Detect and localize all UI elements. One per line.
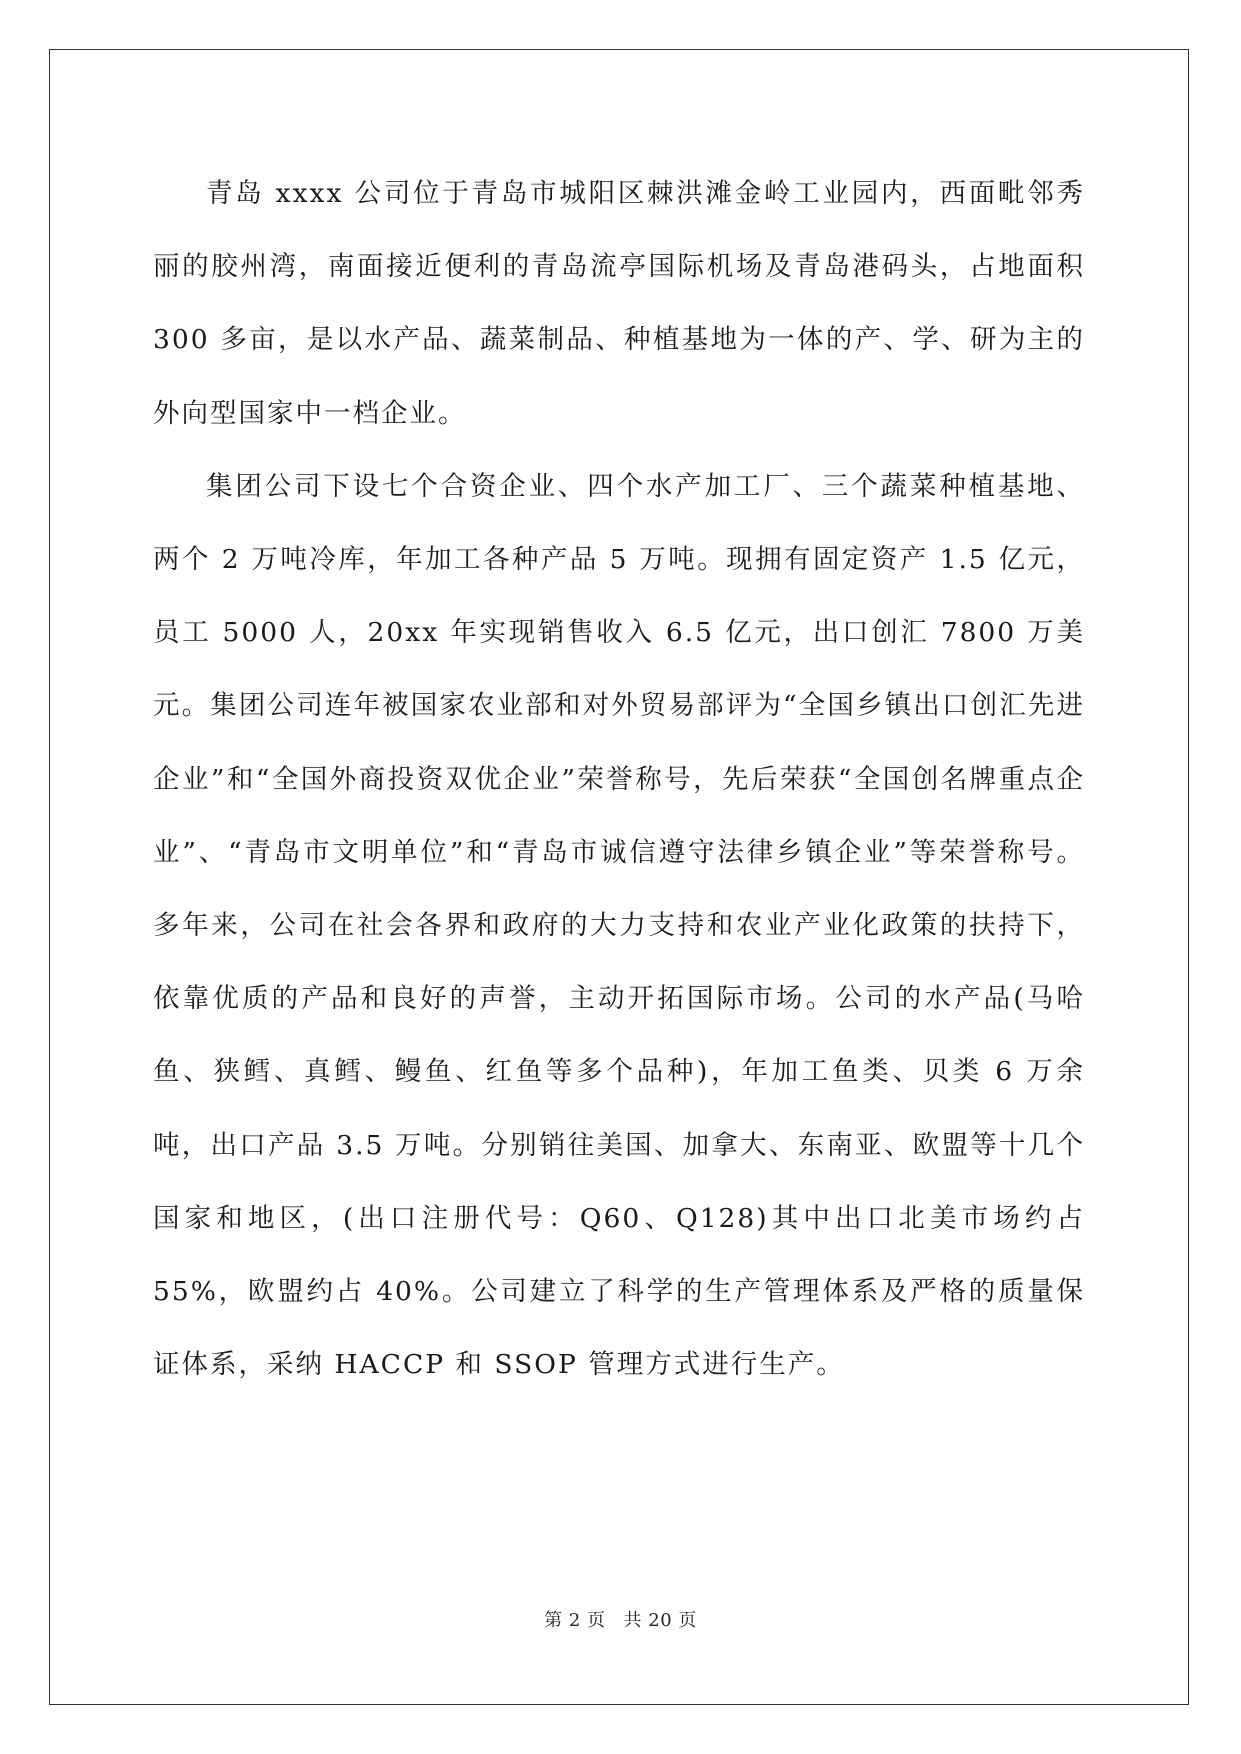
page-footer (0, 1608, 1241, 1634)
page-total: 共 20 页 (623, 1610, 697, 1631)
paragraph-group-overview: 集团公司下设七个合资企业、四个水产加工厂、三个蔬菜种植基地、两个 2 万吨冷库，年加工各种产品 5 万吨。现拥有固定资产 1.5 亿元，员工 5000 人，20xx 年实现销售收入 6.5 亿元，出口创汇 7800 万美元。集团公司连年被国家农业部和对外贸易部评为“全国乡镇出口创汇先进企业”和“全国外商投资双优企业”荣誉称号，先后荣获“全国创名牌重点企业”、“青岛市文明单位”和“青岛市诚信遵守法律乡镇企业”等荣誉称号。多年来，公司在社会各界和政府的大力支持和农业产业化政策的扶持下，依靠优质的产品和良好的声誉，主动开拓国际市场。公司的水产品(马哈鱼、狭鳕、真鳕、鳗鱼、红鱼等多个品种)，年加工鱼类、贝类 6 万余吨，出口产品 3.5 万吨。分别销往美国、加拿大、东南亚、欧盟等十几个国家和地区，(出口注册代号：Q60、Q128)其中出口北美市场约占 55%，欧盟约占 40%。公司建立了科学的生产管理体系及严格的质量保证体系，采纳 HACCP 和 SSOP 管理方式进行生产。 (153, 470, 1085, 1381)
paragraph-company-location: 青岛 xxxx 公司位于青岛市城阳区棘洪滩金岭工业园内，西面毗邻秀丽的胶州湾，南面接近便利的青岛流亭国际机场及青岛港码头，占地面积 300 多亩，是以水产品、蔬菜制品、种植基地为一体的产、学、研为主的外向型国家中一档企业。 (153, 178, 1085, 429)
page-number: 第 2 页 (544, 1610, 606, 1631)
document-body (153, 157, 1085, 1401)
